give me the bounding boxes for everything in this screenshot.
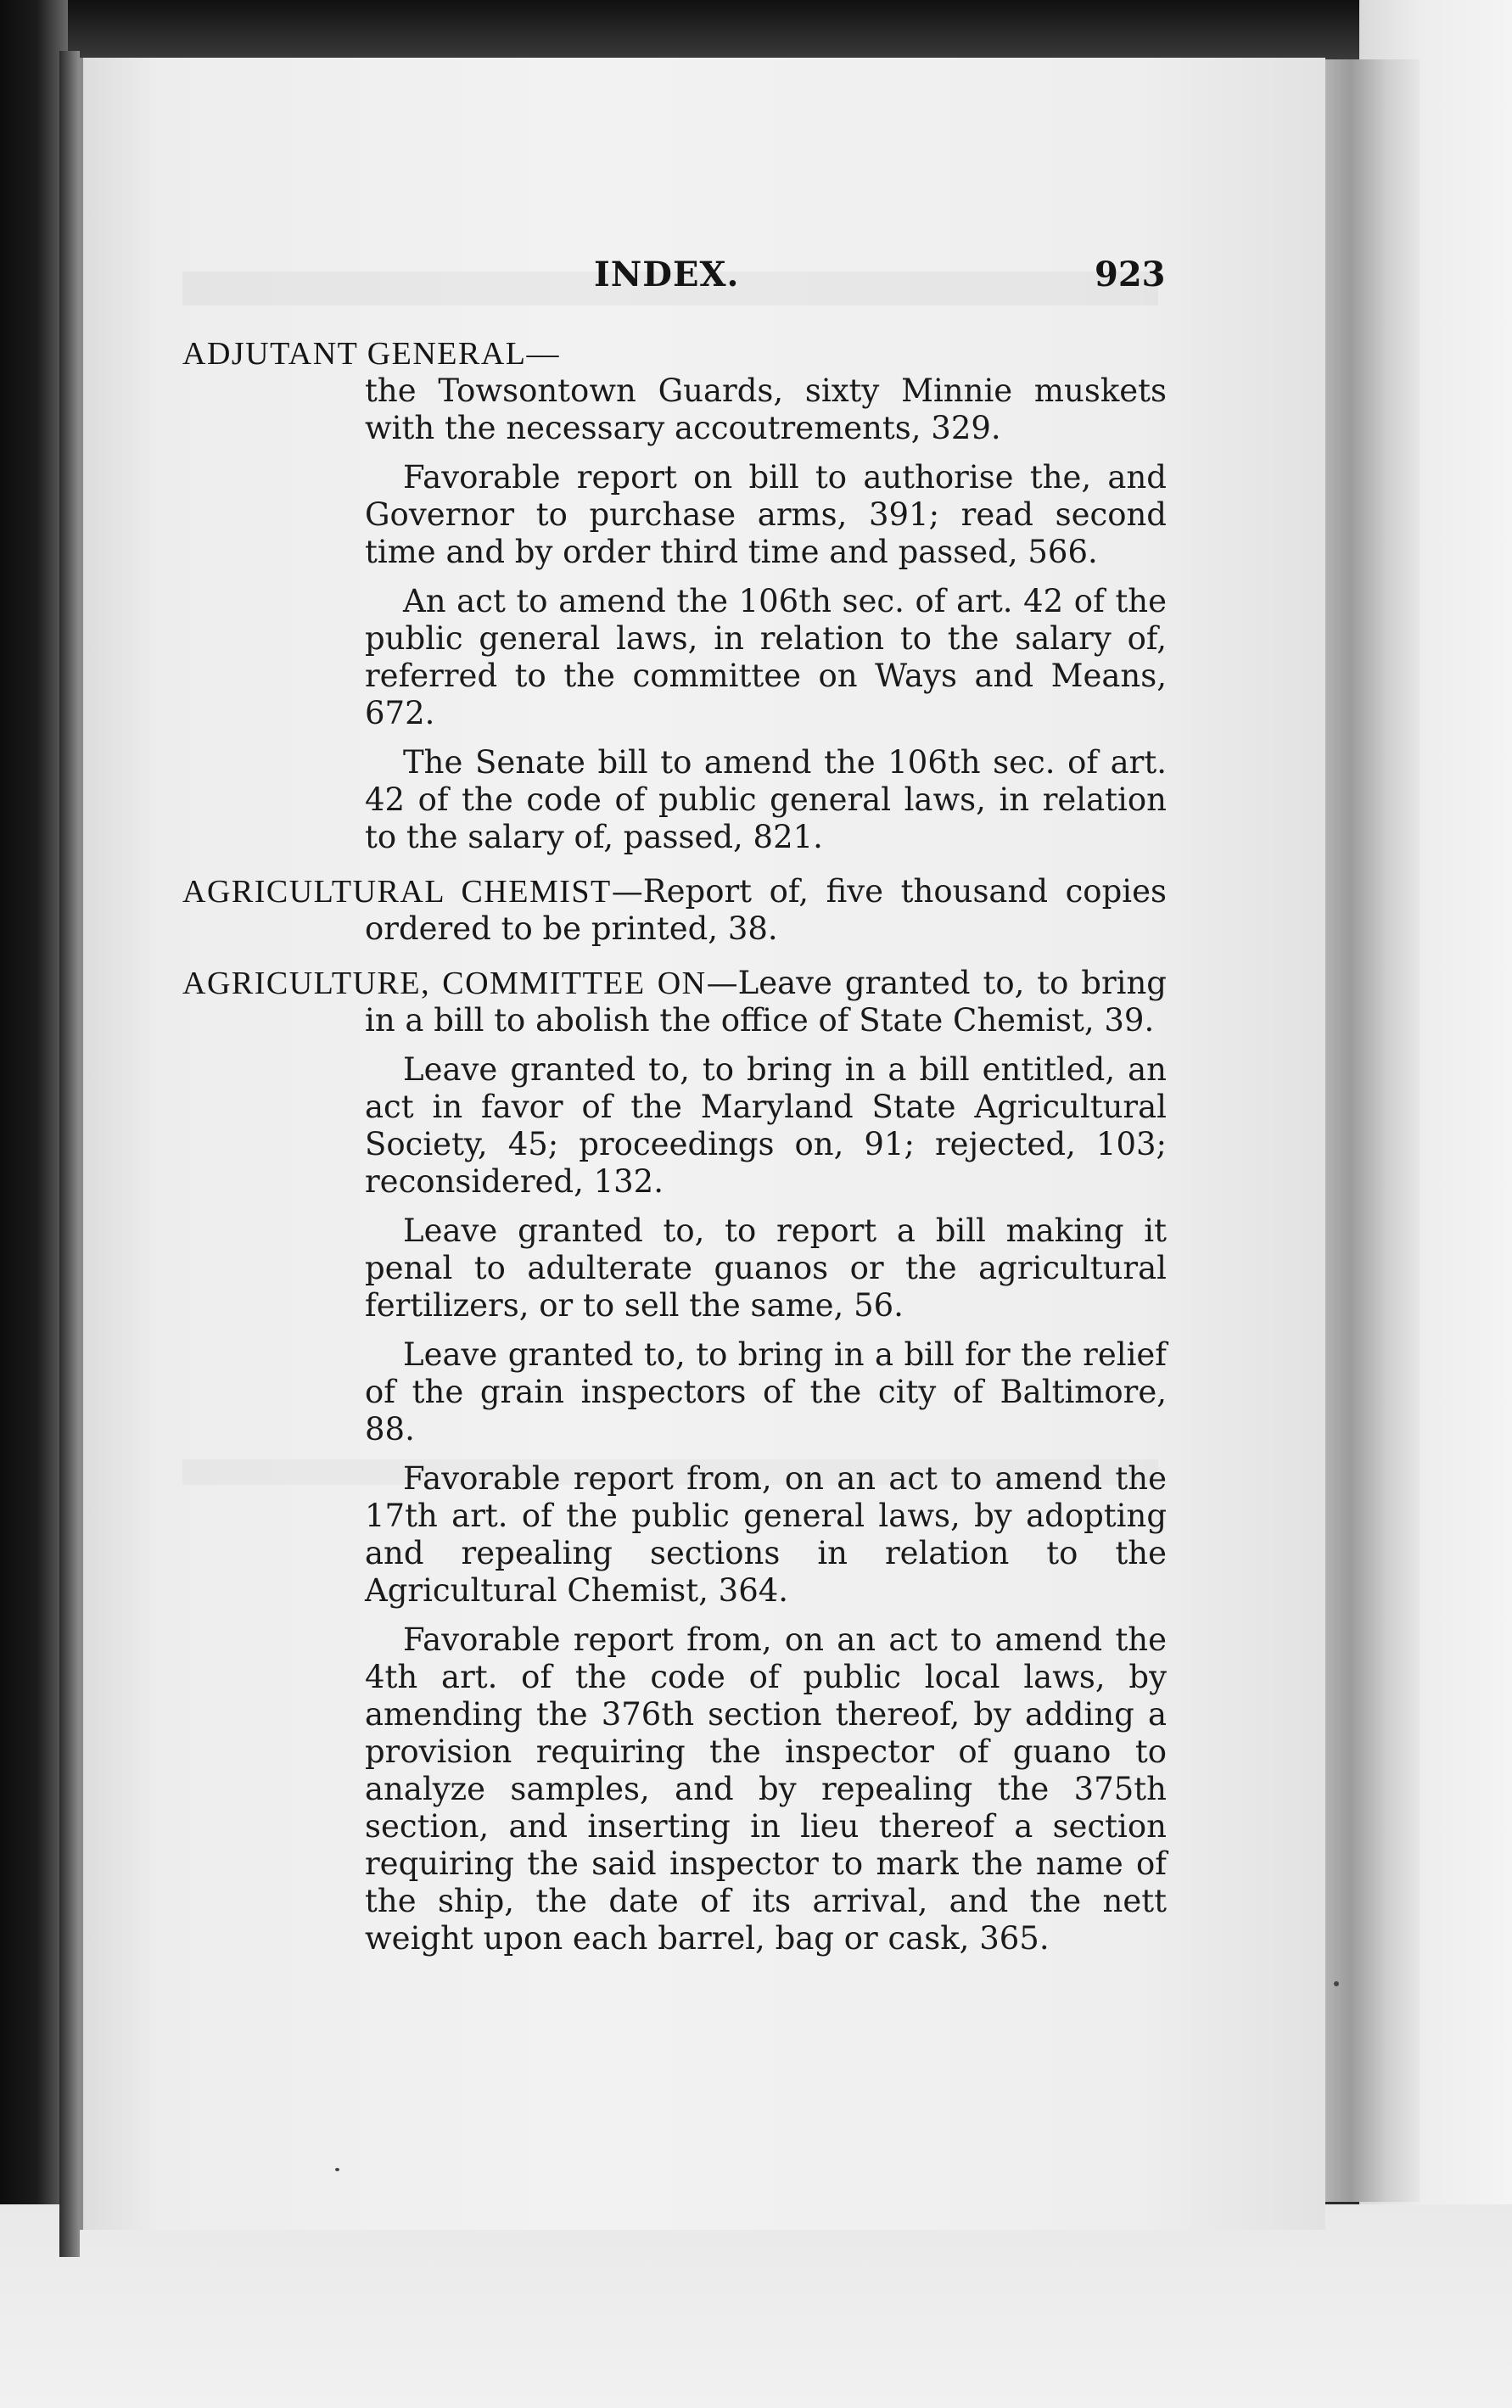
paper-speck <box>335 2168 339 2171</box>
subentry: An act to amend the 106th sec. of art. 42 of the public general laws, in relation to the salary of, referred to the committee on Ways and Means, 672. <box>365 583 1167 731</box>
entry-heading: AGRICULTURAL CHEMIST <box>182 874 612 910</box>
subentry: Favorable report on bill to authorise the, and Governor to purchase arms, 391; read second time and by order third time and passed, 566. <box>365 459 1167 570</box>
entry-heading: ADJUTANT GENERAL— <box>182 336 561 372</box>
index-entry-agricultural-chemist <box>182 873 1167 948</box>
scanner-background-top <box>0 0 1512 59</box>
book-page-edge <box>1313 59 1420 2202</box>
scanner-background-bottom <box>0 2204 1512 2408</box>
binding-shadow <box>59 51 80 2257</box>
paper-speck <box>1334 1981 1339 1986</box>
subentry: Leave granted to, to bring in a bill for the relief of the grain inspectors of the city of Baltimore, 88. <box>365 1336 1167 1448</box>
subentry: Leave granted to, to bring in a bill entitled, an act in favor of the Maryland State Agricultural Society, 45; proceedings on, 91; rejected, 103; reconsidered, 132. <box>365 1051 1167 1200</box>
index-entry-agriculture-committee <box>182 965 1167 1039</box>
entry-text: —Leave granted to, to bring in a bill to abolish the office of State Chemist, 39. <box>365 965 1167 1039</box>
page-number: 923 <box>1095 255 1166 294</box>
subentry: The Senate bill to amend the 106th sec. of art. 42 of the code of public general laws, in relation to the salary of, passed, 821. <box>365 744 1167 855</box>
subentry: Favorable report from, on an act to amend the 17th art. of the public general laws, by adopting and repealing sections in relation to the Agricultural Chemist, 364. <box>365 1460 1167 1609</box>
subentry: Favorable report from, on an act to amend the 4th art. of the code of public local laws, by amending the 376th section thereof, by adding a provision requiring the inspector of guano to analyze samples, and by repealing the 375th section, and inserting in lieu thereof a section requiring the said inspector to mark the name of the ship, the date of its arrival, and the nett weight upon each barrel, bag or cask, 365. <box>365 1621 1167 1957</box>
index-entry-adjutant-general <box>182 335 1167 372</box>
subentry: Leave granted to, to report a bill making it penal to adulterate guanos or the agricultural fertilizers, or to sell the same, 56. <box>365 1212 1167 1324</box>
scanner-background-left <box>0 0 68 2408</box>
entry-continuation: the Towsontown Guards, sixty Minnie muskets with the necessary accoutrements, 329. <box>365 372 1167 446</box>
running-head: INDEX. <box>594 255 740 294</box>
entry-text: —Report of, five thousand copies ordered to be printed, 38. <box>365 873 1167 947</box>
entry-heading: AGRICULTURE, COMMITTEE ON <box>182 966 707 1001</box>
index-text <box>182 246 1167 1957</box>
